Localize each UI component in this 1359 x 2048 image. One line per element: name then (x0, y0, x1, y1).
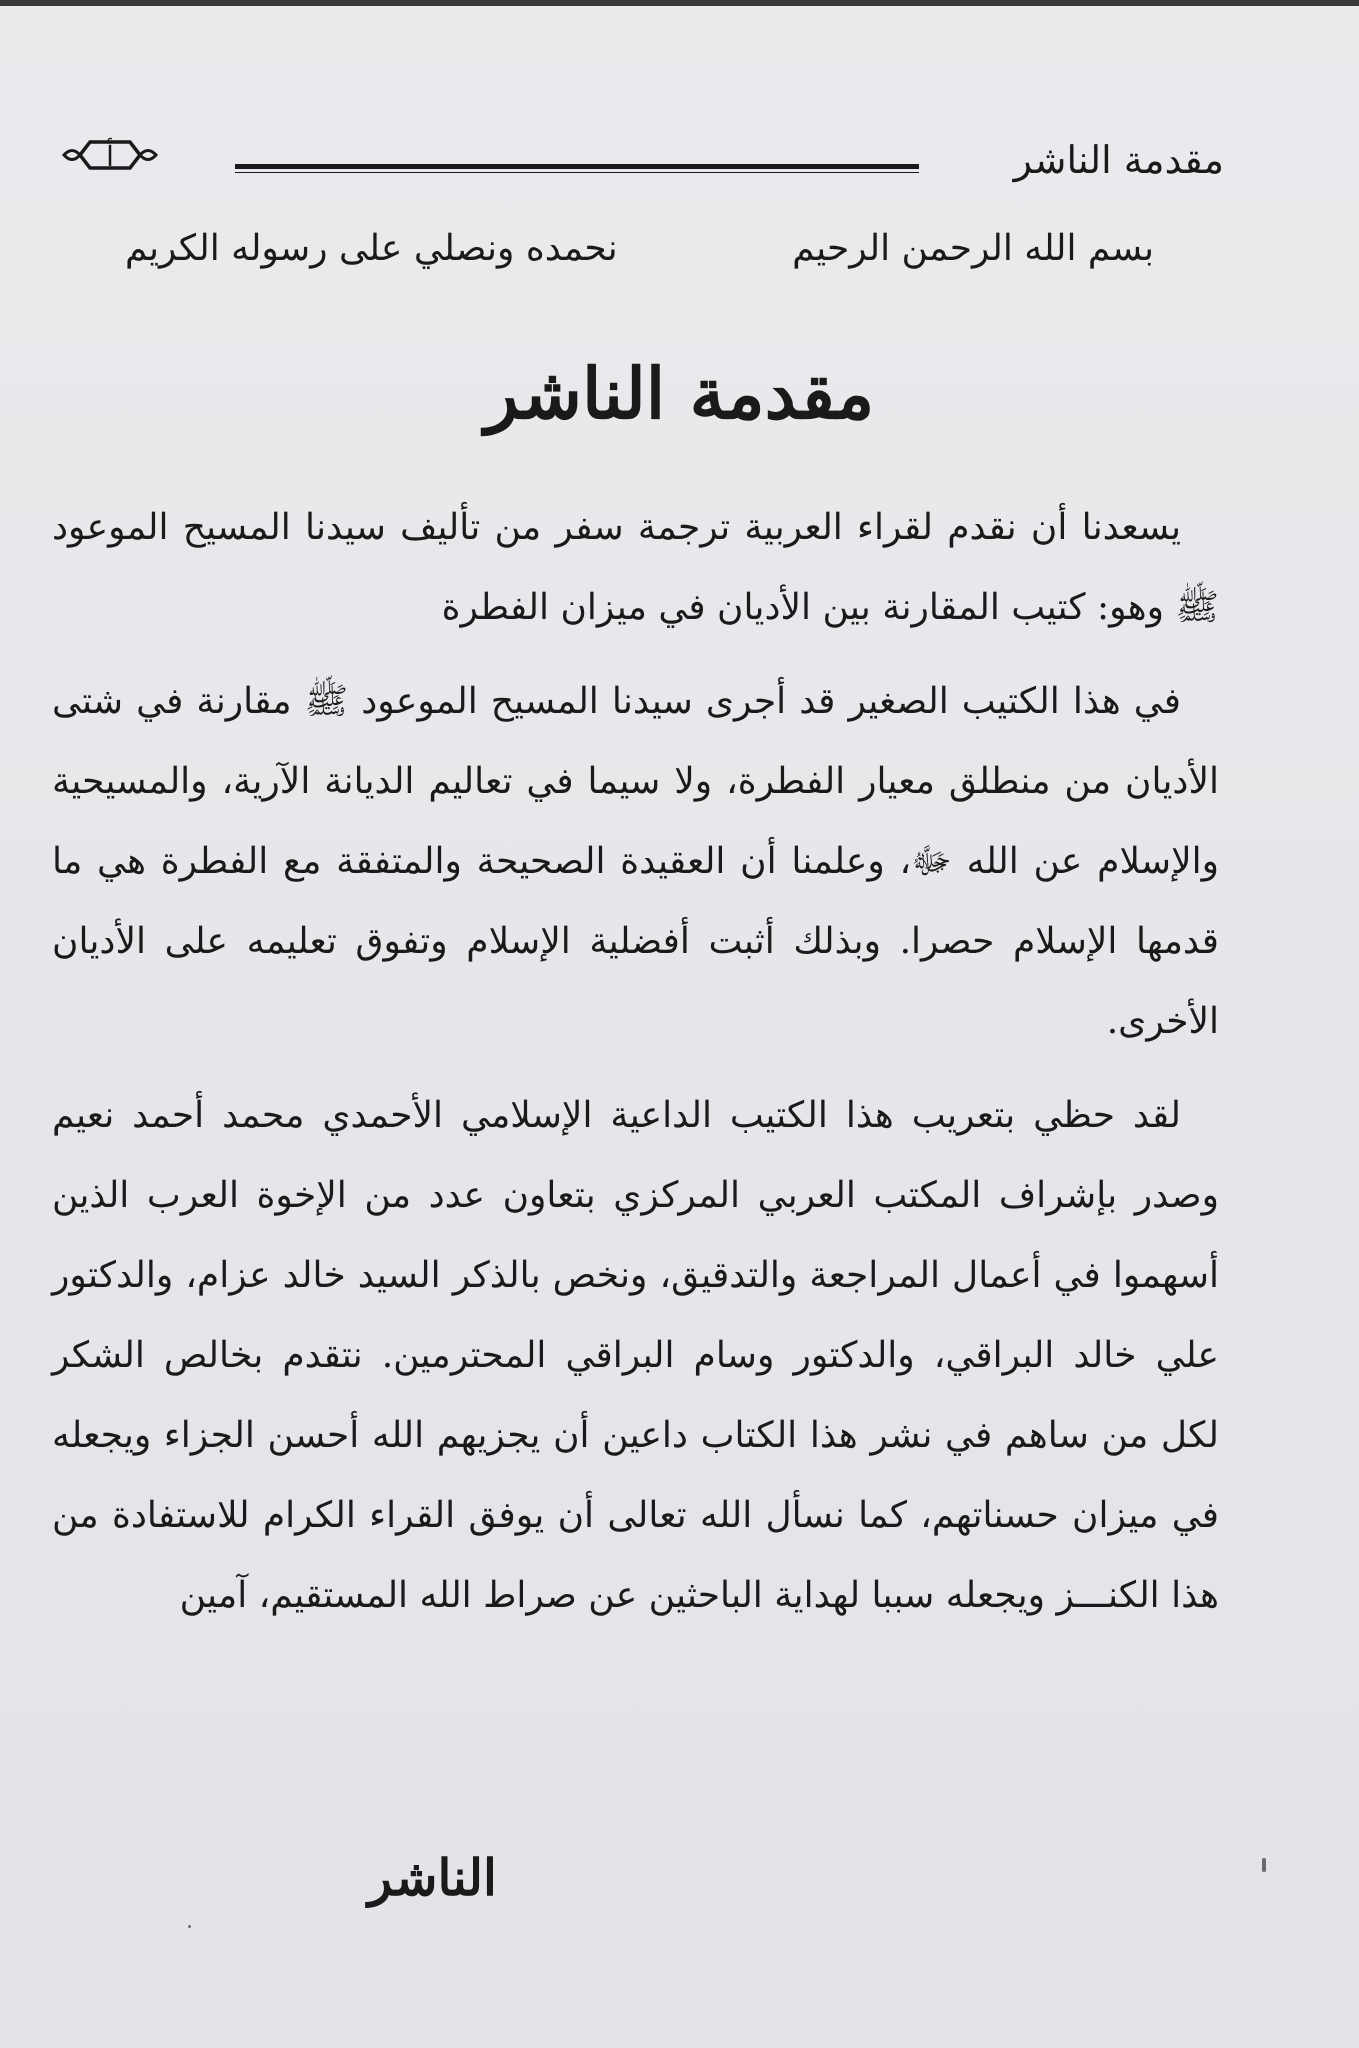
ornament-frame-icon (60, 130, 160, 180)
body-text (52, 488, 1219, 1650)
paragraph: يسعدنا أن نقدم لقراء العربية ترجمة سفر من تأليف سيدنا المسيح الموعود ﷺ وهو: كتيب المقارنة بين الأديان في ميزان الفطرة (52, 507, 1219, 628)
running-title: مقدمة الناشر (1013, 138, 1224, 182)
page-number-ornament (60, 130, 160, 180)
salutation: نحمده ونصلي على رسوله الكريم (125, 228, 618, 269)
paragraph: في هذا الكتيب الصغير قد أجرى سيدنا المسيح الموعود ﷺ مقارنة في شتى الأديان من منطلق معيار الفطرة، ولا سيما في تعاليم الديانة الآرية، والمسيحية والإسلام عن الله ﷻ، وعلمنا أن العقيدة الصحيحة والمتفقة مع الفطرة هي ما قدمها الإسلام حصرا. وبذلك أثبت أفضلية الإسلام وتفوق تعليمه على الأديان الأخرى. (52, 681, 1219, 1042)
signature: الناشر (368, 1848, 497, 1907)
running-header (55, 130, 1224, 200)
page-top-edge (0, 0, 1359, 6)
basmala: بسم الله الرحمن الرحيم (792, 228, 1154, 269)
page-number: أ (106, 140, 114, 173)
paper-speck (188, 1925, 191, 1928)
paper-speck (1262, 1858, 1266, 1872)
header-rule (235, 164, 919, 173)
page-title: مقدمة الناشر (484, 352, 875, 435)
basmala-line (125, 228, 1154, 284)
paragraph: لقد حظي بتعريب هذا الكتيب الداعية الإسلامي الأحمدي محمد أحمد نعيم وصدر بإشراف المكتب العربي المركزي بتعاون عدد من الإخوة العرب الذين أسهموا في أعمال المراجعة والتدقيق، ونخص بالذكر السيد خالد عزام، والدكتور علي خالد البراقي، والدكتور وسام البراقي المحترمين. نتقدم بخالص الشكر لكل من ساهم في نشر هذا الكتاب داعين أن يجزيهم الله أحسن الجزاء ويجعله في ميزان حسناتهم، كما نسأل الله تعالى أن يوفق القراء الكرام للاستفادة من هذا الكنـــز ويجعله سببا لهداية الباحثين عن صراط الله المستقيم، آمين (52, 1095, 1219, 1616)
